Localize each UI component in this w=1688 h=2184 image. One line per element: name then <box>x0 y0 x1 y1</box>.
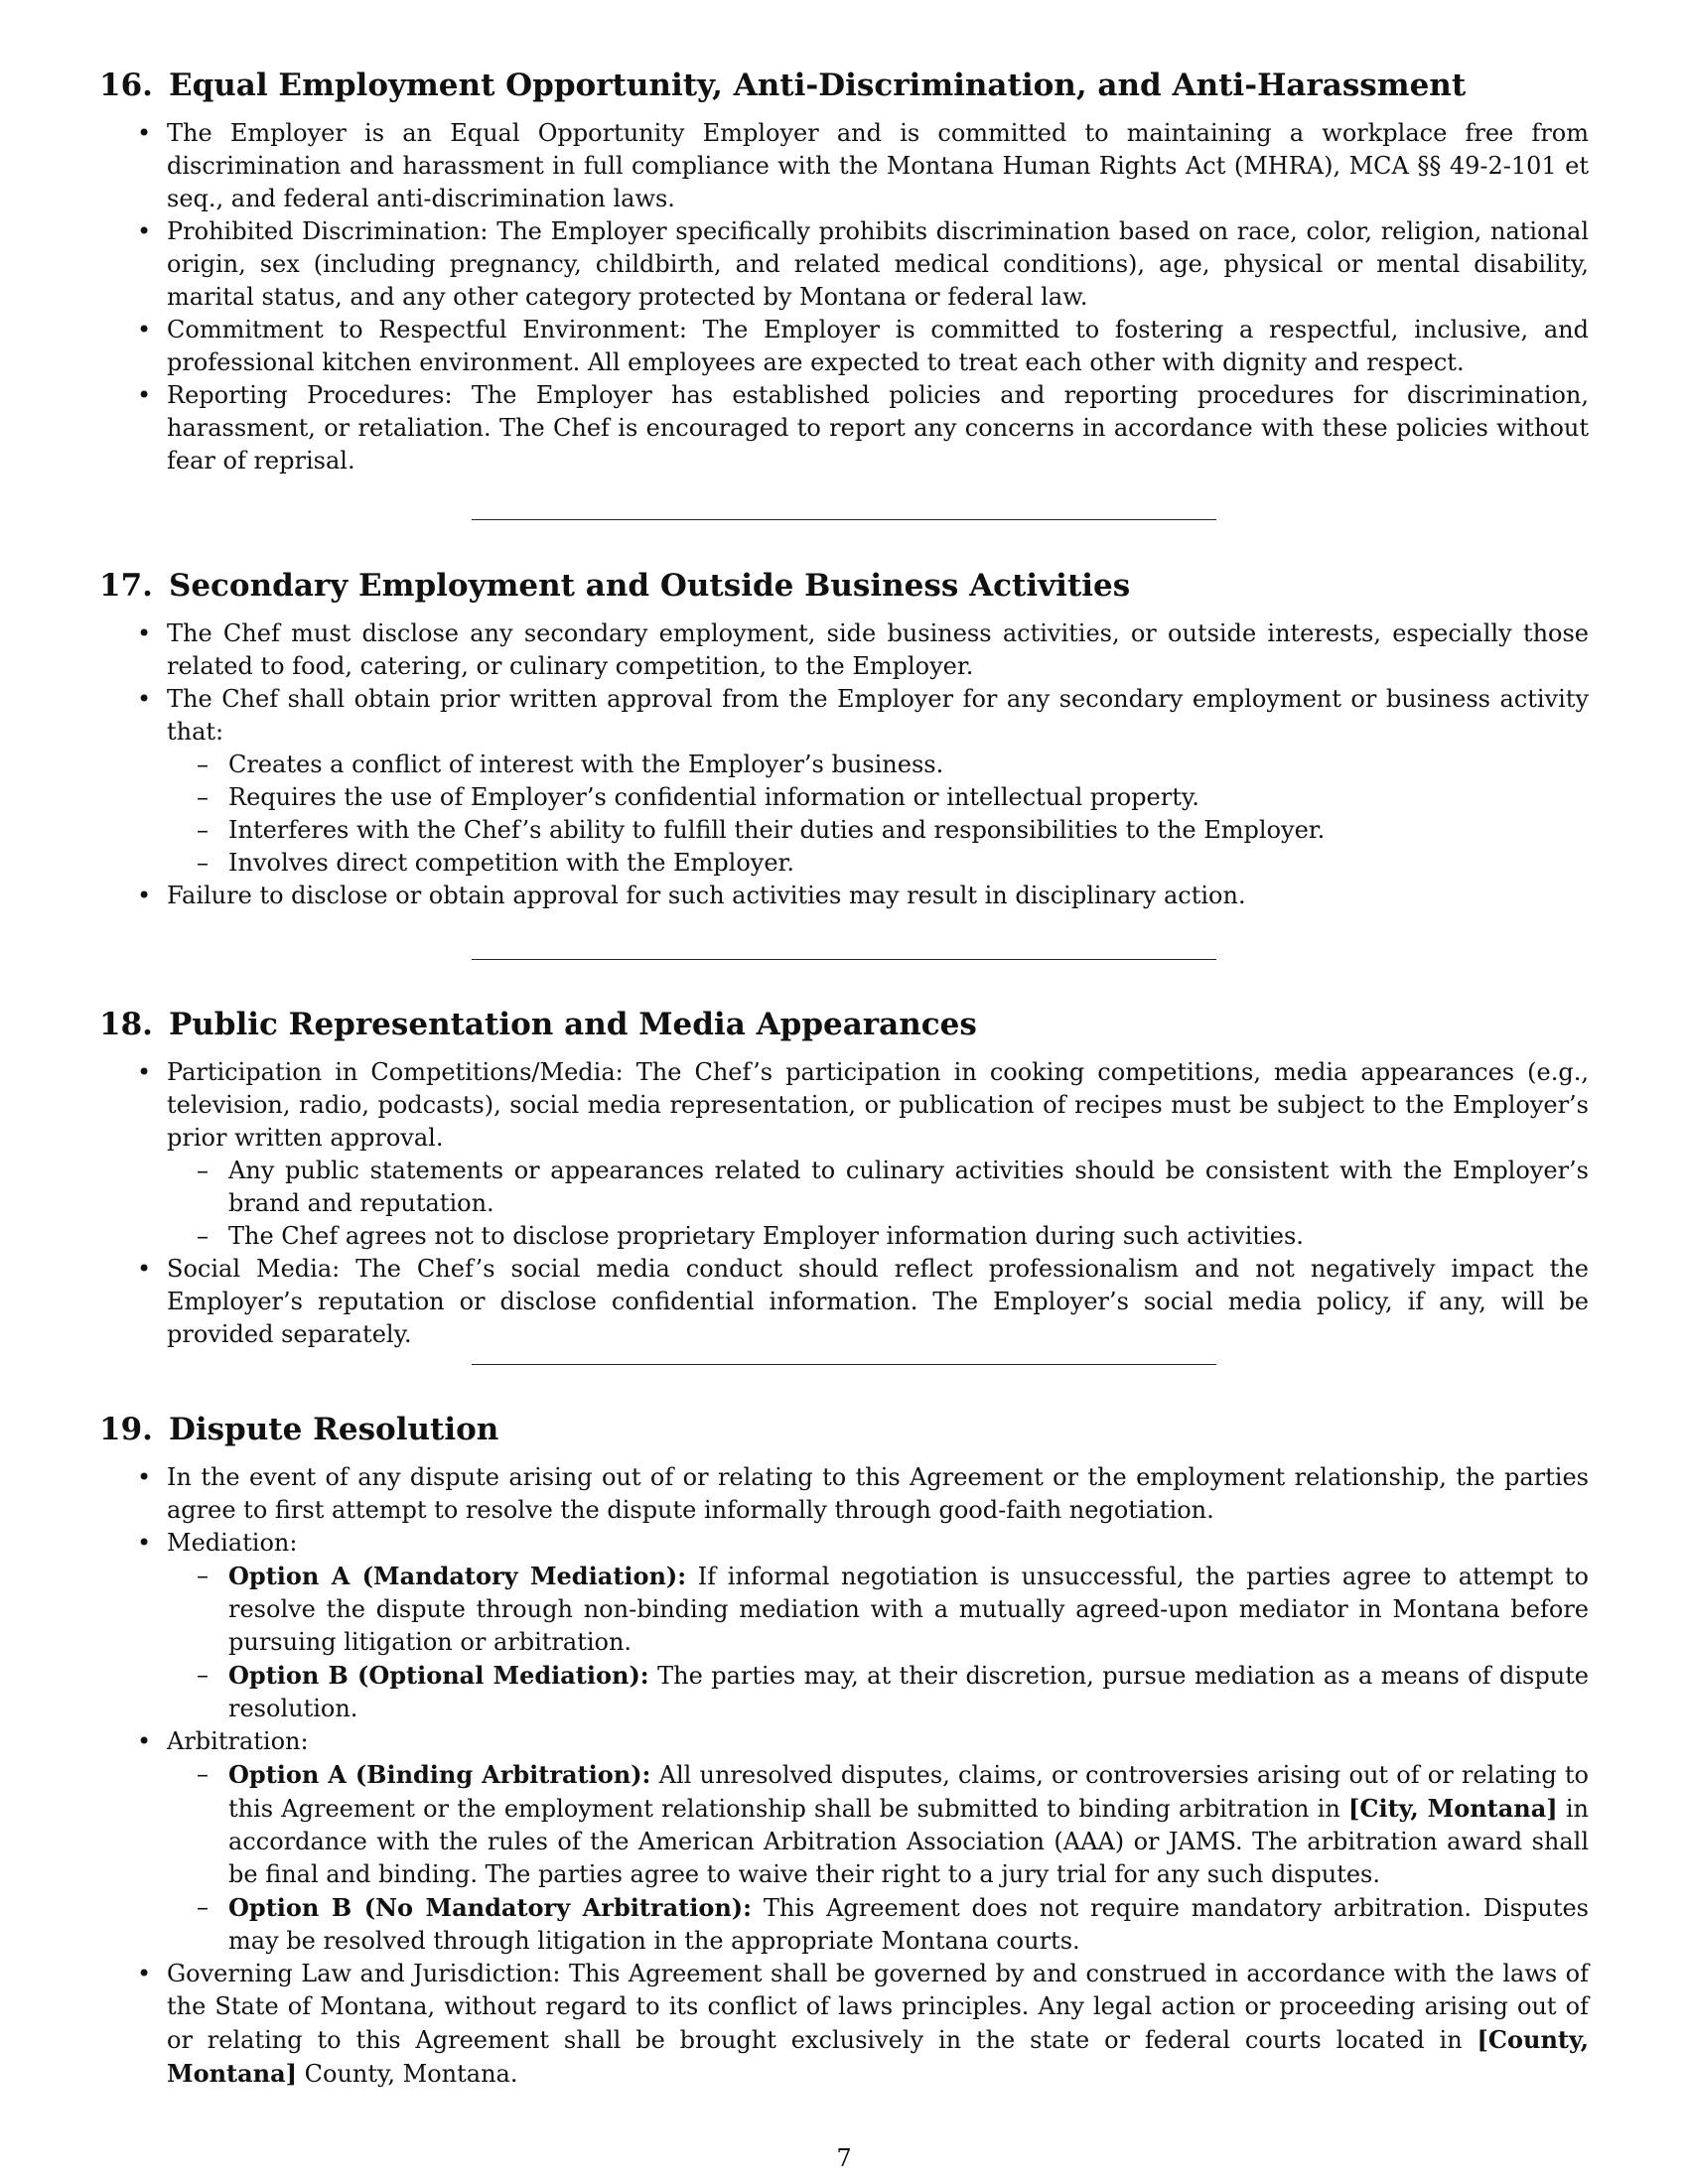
list-item: • Commitment to Respectful Environment: The Employer is committed to fostering a respectful, inclusive, and professional kitchen environment. All employees are expected to treat each other with dignity and respect. <box>99 314 1589 379</box>
bullet-list <box>99 617 1589 912</box>
list-item: • The Employer is an Equal Opportunity Employer and is committed to maintaining a workplace free from discrimination and harassment in full compliance with the Montana Human Rights Act (MHRA), MCA §§ 49-2-101 et seq., and federal anti-discrimination laws. <box>99 117 1589 215</box>
list-item: • Governing Law and Jurisdiction: This Agreement shall be governed by and construed in accordance with the laws of the State of Montana, without regard to its conflict of laws principles. Any legal action or proceeding arising out of or relating to this Agreement shall be brought exclusively in the state or federal courts located in [County, Montana] County, Montana. <box>99 1958 1589 2091</box>
list-item: • Reporting Procedures: The Employer has established policies and reporting procedures for discrimination, harassment, or retaliation. The Chef is encouraged to report any concerns in accordance with these policies without fear of reprisal. <box>99 379 1589 478</box>
sub-list-item: – Requires the use of Employer’s confidential information or intellectual property. <box>167 781 1589 814</box>
list-item: • Arbitration: – Option A (Binding Arbitration): All unresolved disputes, claims, or controversies arising out of or relating to this Agreement or the employment relationship shall be submitted to binding arbitration in [City, Montana] in accordance with the rules of the American Arbitration Association (AAA) or JAMS. The arbitration award shall be final and binding. The parties agree to waive their right to a jury trial for any such disputes. – Option B (No Mandatory Arbitration): This Agreement does not require mandatory arbitration. Disputes may be resolved through litigation in the appropriate Montana courts. <box>99 1725 1589 1958</box>
sub-list <box>167 1155 1589 1253</box>
placeholder-field: [County, Montana] <box>167 2025 1589 2088</box>
sub-list-item: – Any public statements or appearances related to culinary activities should be consistent with the Employer’s brand and reputation. <box>167 1155 1589 1220</box>
page-number: 7 <box>836 2144 852 2172</box>
sub-list <box>167 1758 1589 1958</box>
list-item: • Social Media: The Chef’s social media conduct should reflect professionalism and not negatively impact the Employer’s reputation or disclose confidential information. The Employer’s social media policy, if any, will be provided separately. <box>99 1253 1589 1351</box>
sub-list-item: – The Chef agrees not to disclose proprietary Employer information during such activities. <box>167 1220 1589 1253</box>
sub-list-item: – Interferes with the Chef’s ability to fulfill their duties and responsibilities to the Employer. <box>167 814 1589 847</box>
list-item: • Failure to disclose or obtain approval for such activities may result in disciplinary action. <box>99 880 1589 912</box>
section-title: Public Representation and Media Appearances <box>168 1007 977 1042</box>
section-divider <box>0 519 1688 520</box>
section-18 <box>99 1005 1589 1351</box>
sub-list-item: – Option B (No Mandatory Arbitration): This Agreement does not require mandatory arbitration. Disputes may be resolved through litigation in the appropriate Montana courts. <box>167 1891 1589 1958</box>
sub-list <box>99 749 1589 880</box>
list-item: • Prohibited Discrimination: The Employer specifically prohibits discrimination based on race, color, religion, national origin, sex (including pregnancy, childbirth, and related medical conditions), age, physical or mental disability, marital status, and any other category protected by Montana or federal law. <box>99 215 1589 314</box>
section-heading: 18. Public Representation and Media Appearances <box>99 1007 977 1042</box>
list-item: • Participation in Competitions/Media: The Chef’s participation in cooking competitions, media appearances (e.g., television, radio, podcasts), social media representation, or publication of recipes must be subject to the Employer’s prior written approval. – Any public statements or appearances related to culinary activities should be consistent with the Employer’s brand and reputation. – The Chef agrees not to disclose proprietary Employer information during such activities. <box>99 1056 1589 1253</box>
list-item: • Mediation: – Option A (Mandatory Mediation): If informal negotiation is unsuccessful, the parties agree to attempt to resolve the dispute through non-binding mediation with a mutually agreed-upon mediator in Montana before pursuing litigation or arbitration. – Option B (Optional Mediation): The parties may, at their discretion, pursue mediation as a means of dispute resolution. <box>99 1527 1589 1725</box>
sub-list <box>167 1560 1589 1725</box>
list-item: • The Chef must disclose any secondary employment, side business activities, or outside interests, especially those related to food, catering, or culinary competition, to the Employer. <box>99 617 1589 683</box>
section-heading: 17. Secondary Employment and Outside Business Activities <box>99 568 1131 604</box>
section-divider <box>0 1364 1688 1365</box>
section-title: Secondary Employment and Outside Business Activities <box>168 568 1131 604</box>
placeholder-field: [City, Montana] <box>1348 1794 1558 1823</box>
section-17 <box>99 566 1589 912</box>
bullet-list <box>99 1056 1589 1351</box>
sub-list-item: – Option A (Mandatory Mediation): If informal negotiation is unsuccessful, the parties agree to attempt to resolve the dispute through non-binding mediation with a mutually agreed-upon mediator in Montana before pursuing litigation or arbitration. <box>167 1560 1589 1659</box>
list-item: • In the event of any dispute arising out of or relating to this Agreement or the employment relationship, the parties agree to first attempt to resolve the dispute informally through good-faith negotiation. <box>99 1461 1589 1527</box>
sub-list-item: – Involves direct competition with the Employer. <box>167 847 1589 880</box>
section-19 <box>99 1410 1589 2091</box>
sub-list-item: – Creates a conflict of interest with the Employer’s business. <box>167 749 1589 781</box>
section-title: Equal Employment Opportunity, Anti-Discrimination, and Anti-Harassment <box>168 68 1467 103</box>
sub-list-item: – Option B (Optional Mediation): The parties may, at their discretion, pursue mediation as a means of dispute resolution. <box>167 1659 1589 1725</box>
list-item: • The Chef shall obtain prior written approval from the Employer for any secondary employment or business activity that: – Creates a conflict of interest with the Employer’s business. – Requires the use of Employer’s confidential information or intellectual property. – Interferes with the Chef’s ability to fulfill their duties and responsibilities to the Employer. – Involves direct competition with the Employer. <box>99 683 1589 880</box>
bullet-list <box>99 1461 1589 2091</box>
section-divider <box>0 959 1688 960</box>
section-heading: 16. Equal Employment Opportunity, Anti-Discrimination, and Anti-Harassment <box>99 68 1467 103</box>
sub-list-item: – Option A (Binding Arbitration): All unresolved disputes, claims, or controversies arising out of or relating to this Agreement or the employment relationship shall be submitted to binding arbitration in [City, Montana] in accordance with the rules of the American Arbitration Association (AAA) or JAMS. The arbitration award shall be final and binding. The parties agree to waive their right to a jury trial for any such disputes. <box>167 1758 1589 1891</box>
section-heading: 19. Dispute Resolution <box>99 1412 499 1447</box>
bullet-list <box>99 117 1589 478</box>
section-title: Dispute Resolution <box>168 1412 499 1447</box>
section-16 <box>99 66 1589 478</box>
